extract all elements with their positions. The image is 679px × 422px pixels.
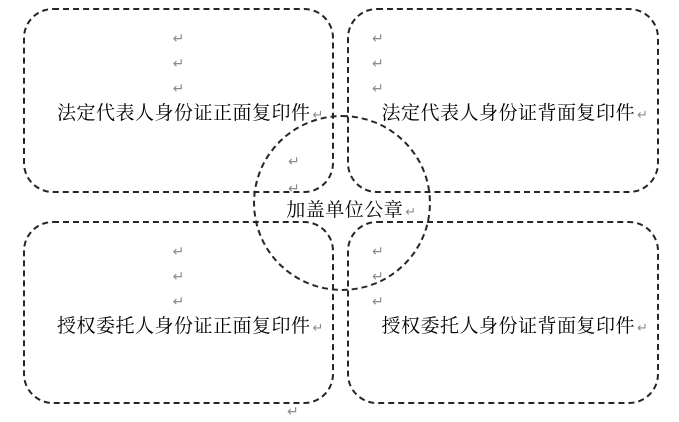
paragraph-mark-icon: ↵ — [288, 154, 300, 170]
paragraph-mark-icon: ↵ — [372, 294, 384, 310]
copy-area-label — [25, 316, 332, 340]
copy-area-label-text: 授权委托人身份证正面复印件 — [57, 316, 311, 337]
paragraph-mark-icon: ↵ — [172, 81, 185, 97]
paragraph-mark-icon: ↵ — [172, 56, 185, 72]
paragraph-marks-column — [25, 27, 332, 102]
copy-area-label-text: 法定代表人身份证背面复印件 — [381, 103, 636, 124]
paragraph-marks-column — [372, 27, 384, 102]
paragraph-mark-icon: ↵ — [172, 269, 185, 285]
seal-label — [0, 201, 679, 223]
paragraph-mark-icon: ↵ — [312, 321, 324, 336]
paragraph-mark-icon: ↵ — [372, 244, 384, 260]
paragraph-mark-icon: ↵ — [637, 321, 649, 336]
paragraph-mark-icon: ↵ — [287, 404, 299, 420]
paragraph-mark-icon: ↵ — [372, 269, 384, 285]
paragraph-mark-icon: ↵ — [312, 108, 324, 123]
copy-area-label — [349, 103, 657, 127]
paragraph-mark-icon: ↵ — [172, 244, 185, 260]
paragraph-mark-icon: ↵ — [172, 294, 185, 310]
paragraph-mark-icon: ↵ — [172, 31, 185, 47]
paragraph-mark-icon: ↵ — [372, 81, 384, 97]
paragraph-mark-icon: ↵ — [637, 108, 649, 123]
paragraph-mark-icon: ↵ — [372, 31, 384, 47]
copy-area-label — [349, 316, 657, 340]
paragraph-mark-icon: ↵ — [372, 56, 384, 72]
copy-area-label-text: 法定代表人身份证正面复印件 — [57, 103, 311, 124]
paragraph-mark-icon: ↵ — [405, 205, 417, 220]
paragraph-mark-icon: ↵ — [288, 181, 300, 197]
copy-area-label-text: 授权委托人身份证背面复印件 — [381, 316, 636, 337]
copy-area-label — [25, 103, 332, 127]
seal-label-text: 加盖单位公章 — [286, 200, 404, 221]
